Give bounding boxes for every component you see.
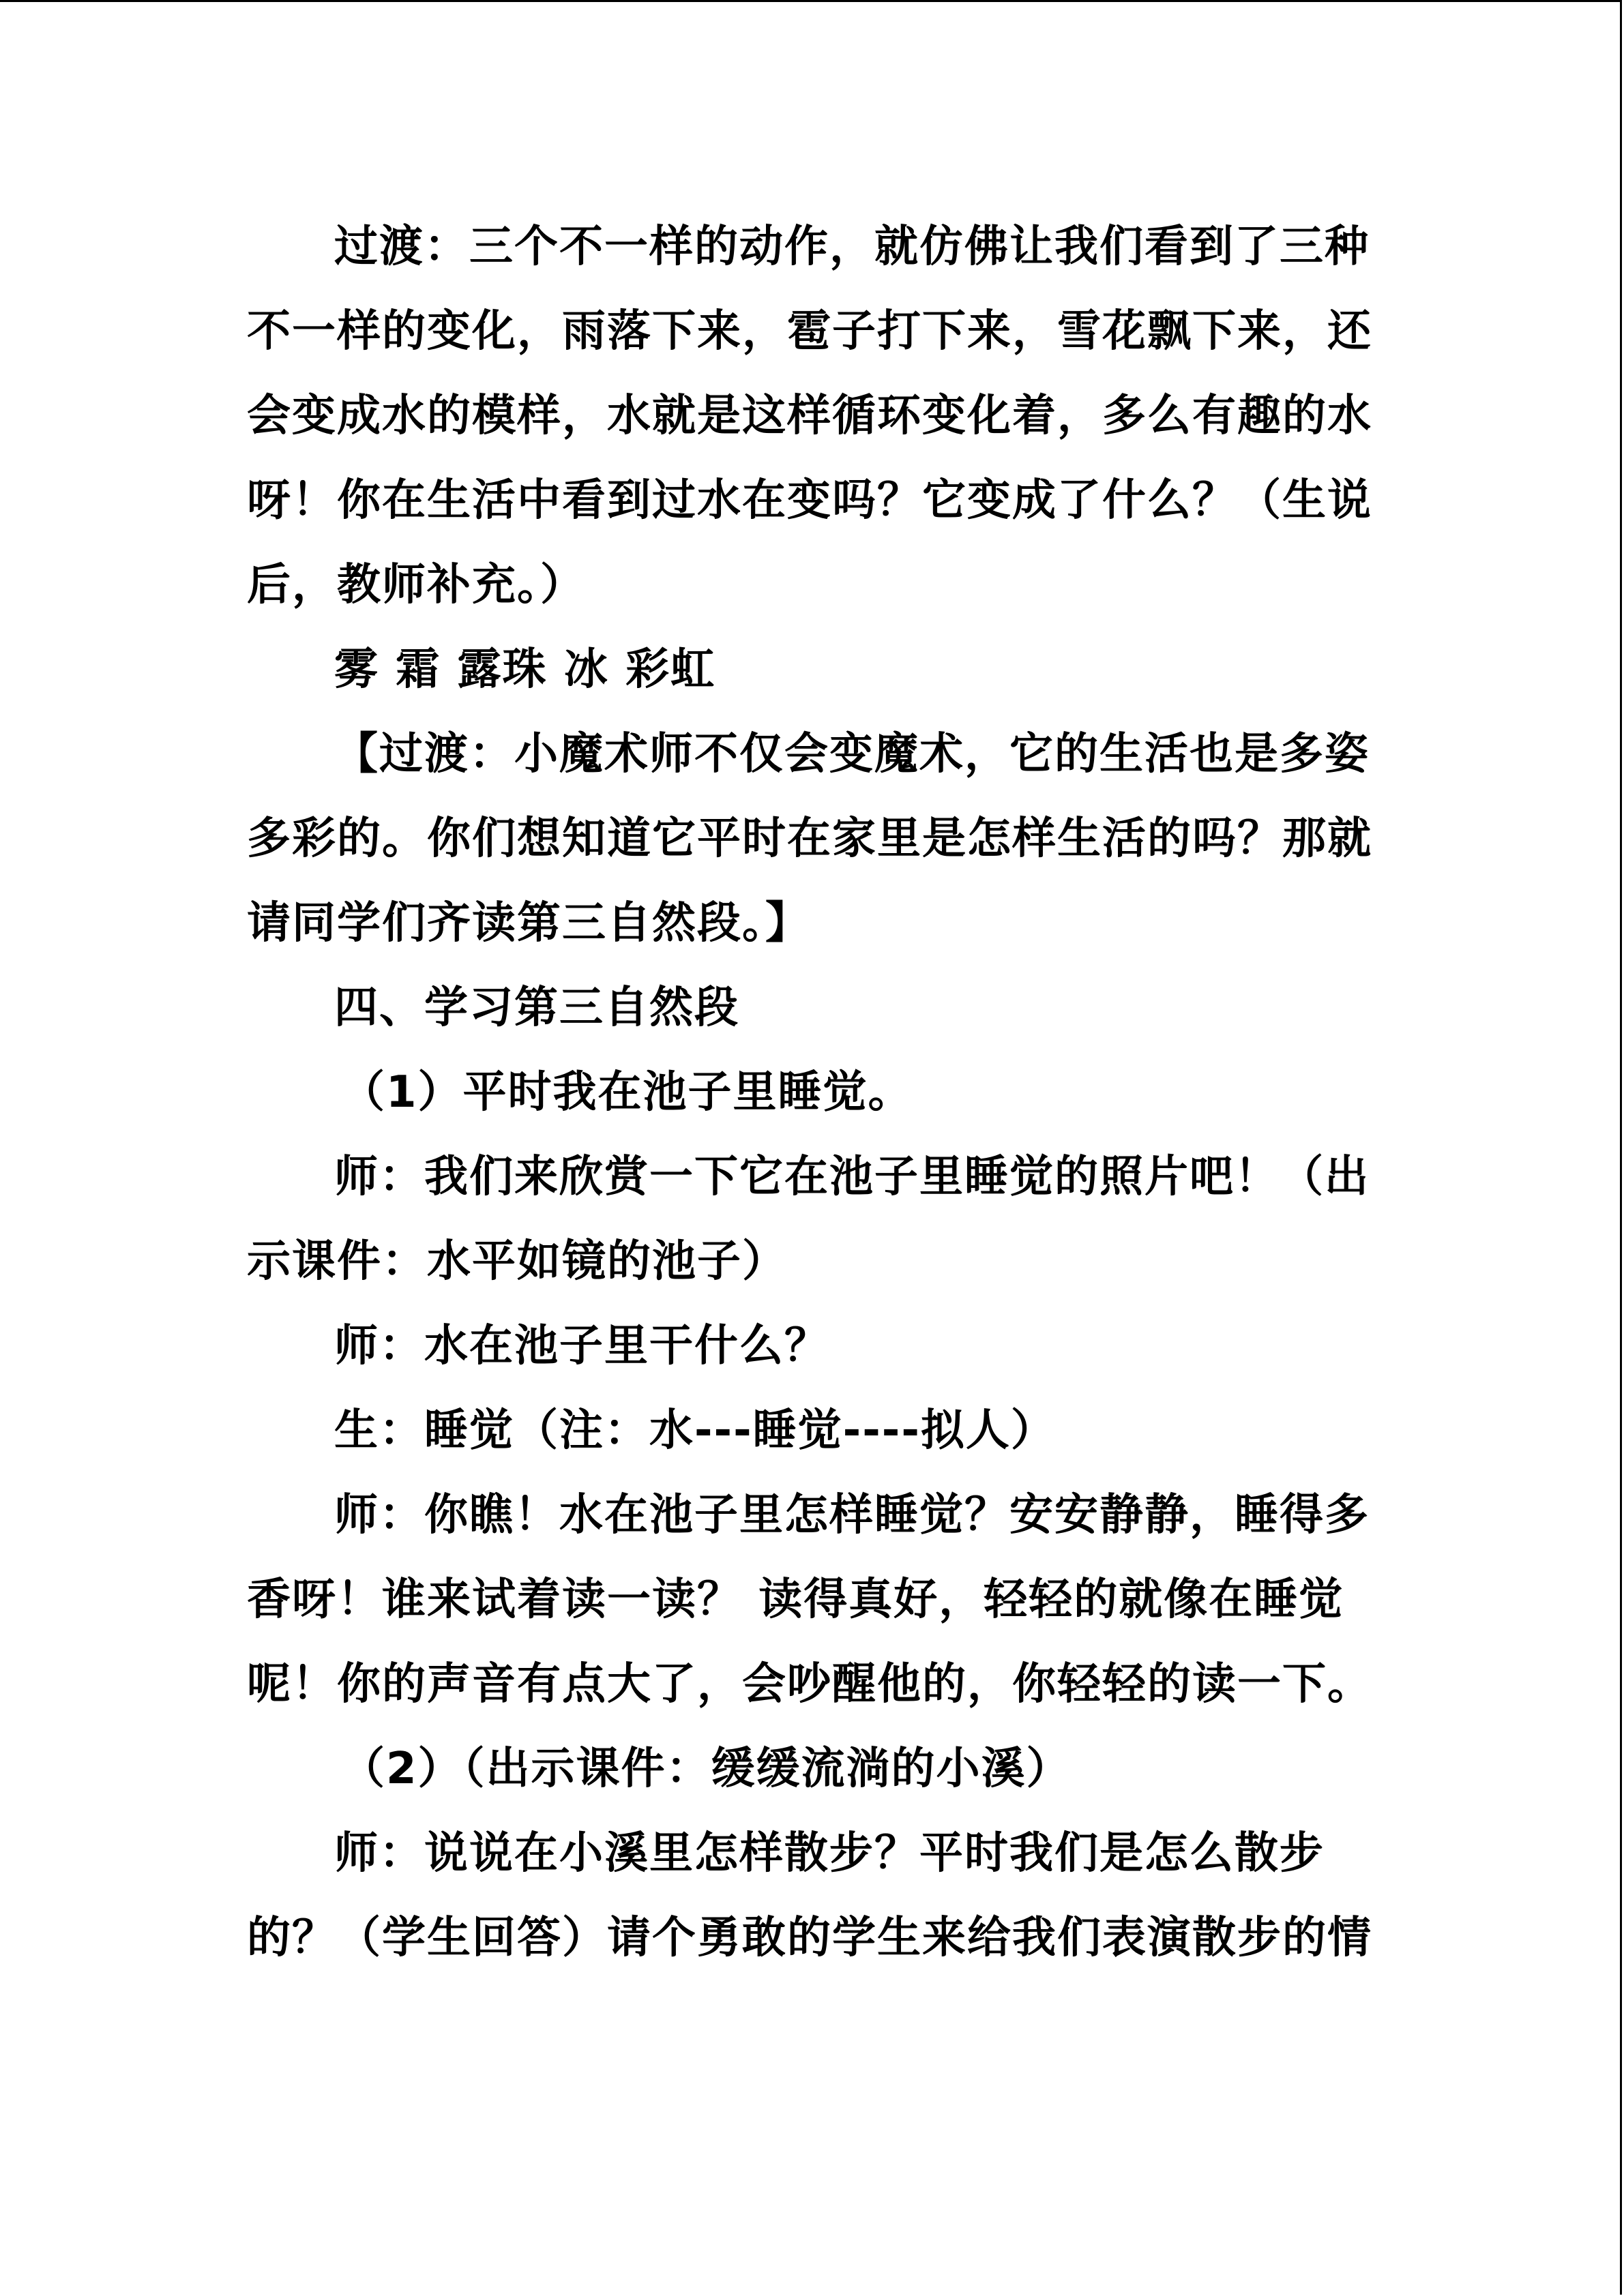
paragraph-line: 请同学们齐读第三自然段。】 (247, 898, 810, 949)
paragraph-line: 呢！你的声音有点大了，会吵醒他的，你轻轻的读一下。 (247, 1659, 1372, 1710)
paragraph-line: 多彩的。你们想知道它平时在家里是怎样生活的吗？那就 (247, 814, 1372, 864)
paragraph-line: 生：睡觉（注：水---睡觉----拟人） (334, 1405, 1056, 1456)
paragraph-line: 不一样的变化，雨落下来，雹子打下来，雪花飘下来，还 (247, 306, 1372, 357)
paragraph-line: 师：说说在小溪里怎样散步？平时我们是怎么散步 (334, 1828, 1325, 1879)
paragraph-line: 师：水在池子里干什么？ (334, 1321, 829, 1371)
paragraph-line: 过渡：三个不一样的动作，就仿佛让我们看到了三种 (334, 222, 1370, 272)
paragraph-line: 示课件：水平如镜的池子） (247, 1236, 787, 1287)
paragraph-line: 会变成水的模样，水就是这样循环变化着，多么有趣的水 (247, 391, 1372, 441)
paragraph-line: 后，教师补充。） (247, 560, 585, 610)
paragraph-line: 师：我们来欣赏一下它在池子里睡觉的照片吧！（出 (334, 1152, 1370, 1202)
paragraph-line: 【过渡：小魔术师不仅会变魔术，它的生活也是多姿 (334, 729, 1370, 779)
subsection-heading: （2）（出示课件：缓缓流淌的小溪） (341, 1744, 1072, 1794)
paragraph-line: 的？（学生回答）请个勇敢的学生来给我们表演散步的情 (247, 1913, 1372, 1963)
paragraph-line: 香呀！谁来试着读一读？ 读得真好，轻轻的就像在睡觉 (247, 1575, 1344, 1625)
section-heading: 四、学习第三自然段 (334, 983, 739, 1033)
subsection-heading: （1）平时我在池子里睡觉。 (341, 1067, 913, 1118)
paragraph-line: 师：你瞧！水在池子里怎样睡觉？安安静静，睡得多 (334, 1490, 1370, 1540)
document-body (247, 205, 1372, 1980)
vocabulary-line: 雾 霜 露珠 冰 彩虹 (334, 644, 716, 695)
paragraph-line: 呀！你在生活中看到过水在变吗？它变成了什么？（生说 (247, 475, 1372, 526)
